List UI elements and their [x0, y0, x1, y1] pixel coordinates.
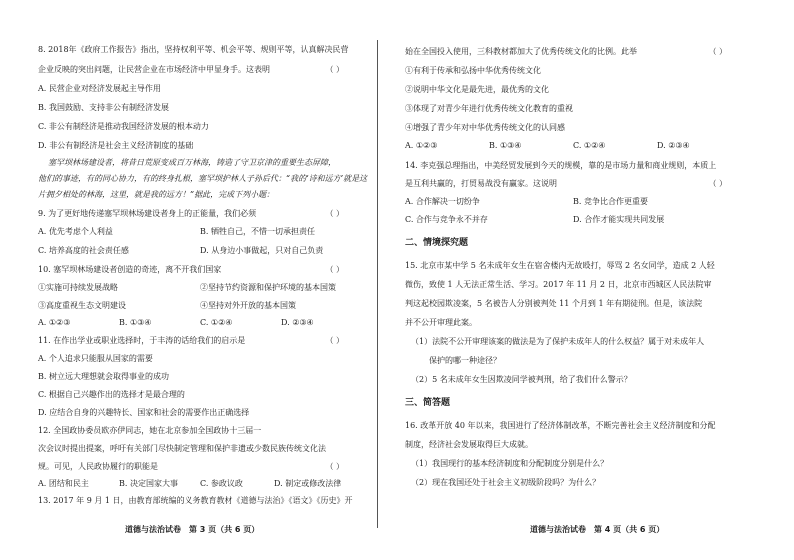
q14-option-c: C. 合作与竞争永不并存: [405, 215, 488, 224]
q13-option-d: D. ②③④: [657, 141, 690, 150]
q14-option-d: D. 合作才能实现共同发展: [573, 215, 665, 224]
passage-line1: 塞罕坝林场建设者，将昔日荒原变成百万林海，铸造了守卫京津的重要生态屏障，: [48, 158, 336, 167]
q15-stem-line4: 并不公开审理此案。: [405, 318, 477, 327]
q8-option-a: A. 民营企业对经济发展起主导作用: [38, 84, 161, 93]
q9-option-a: A. 优先考虑个人利益: [38, 227, 113, 236]
q9-answer-blank: （ ）: [325, 209, 344, 218]
q8-answer-blank: （ ）: [325, 65, 344, 74]
q11-option-d: D. 应结合自身的兴趣特长、国家和社会的需要作出正确选择: [38, 408, 250, 417]
q9-option-b: B. 牺牲自己，不惜一切承担责任: [200, 227, 315, 236]
q8-option-b: B. 我国鼓励、支持非公有制经济发展: [38, 103, 169, 112]
q13-statement-1: ①有利于传承和弘扬中华优秀传统文化: [405, 66, 541, 75]
q14-answer-blank: （ ）: [708, 179, 727, 188]
q13-option-b: B. ①③④: [489, 141, 522, 150]
q11-option-b: B. 树立远大理想就会取得事业的成功: [38, 372, 169, 381]
q15-sub1-line1: （1）法院不公开审理该案的做法是为了保护未成年人的什么权益？属于对未成年人: [411, 337, 705, 346]
q10-statement-4: ④坚持对外开放的基本国策: [200, 301, 296, 310]
q10-option-d: D. ②③④: [281, 318, 314, 327]
q10-option-a: A. ①②③: [38, 318, 71, 327]
passage-line2: 他们的事迹，有的同心协力，有的终身扎根，塞罕坝护林人子孙后代：“我的‘诗和远方’就是这: [38, 174, 368, 183]
passage-line3: 片拥夕相处的林海，这里，就是我的远方！”据此，完成下列小题：: [38, 190, 275, 199]
q10-statement-3: ③高度重视生态文明建设: [38, 301, 126, 310]
q9-option-c: C. 培养高度的社会责任感: [38, 246, 129, 255]
q12-stem-text: 规。可见，人民政协履行的职能是: [38, 462, 158, 471]
q9-stem-text: 9. 为了更好地传递塞罕坝林场建设者身上的正能量，我们必须: [38, 209, 257, 218]
q8-stem-line1: 8. 2018年《政府工作报告》指出，坚持权利平等、机会平等、规则平等，认真解决民营: [38, 45, 349, 54]
q15-sub2: （2）5 名未成年女生因欺凌同学被判刑，给了我们什么警示？: [411, 375, 632, 384]
q11-stem-text: 11. 在作出学业或职业选择时，于丰涛的话给我们的启示是: [38, 336, 246, 345]
q12-stem-line1: 12. 全国政协委员欧亦伊同志，她在北京参加全国政协十三届一: [38, 426, 262, 435]
q8-option-d: D. 非公有制经济是社会主义经济制度的基础: [38, 141, 194, 150]
section-2-heading: 二、情境探究题: [405, 238, 469, 248]
q14-stem-text: 是互利共赢的，打贸易战没有赢家。这说明: [405, 179, 557, 188]
q16-sub1: （1）我国现行的基本经济制度和分配制度分别是什么？: [411, 459, 609, 468]
q13-option-c: C. ①②④: [573, 141, 606, 150]
q10-statement-2: ②坚持节约资源和保护环境的基本国策: [200, 283, 336, 292]
q11-stem: [38, 335, 358, 346]
q13-answer-blank: （ ）: [708, 47, 727, 56]
q15-stem-line1: 15. 北京市某中学 5 名未成年女生在宿舍楼内无故殴打，辱骂 2 名女同学，造成 2 人轻: [405, 261, 715, 270]
q11-option-a: A. 个人追求只能服从国家的需要: [38, 354, 153, 363]
q14-option-a: A. 合作解决一切纷争: [405, 197, 480, 206]
q13-stem-text: 始在全国投入使用，三科教材都加大了优秀传统文化的比例。此举: [405, 47, 637, 56]
q11-option-c: C. 根据自己兴趣作出的选择才是最合理的: [38, 390, 185, 399]
q12-answer-blank: （ ）: [325, 462, 344, 471]
footer-page-3: 道德与法治试卷 第 3 页（共 6 页）: [125, 525, 260, 534]
q12-option-d: D. 制定或修改法律: [274, 479, 342, 488]
q8-option-c: C. 非公有制经济是推动我国经济发展的根本动力: [38, 122, 209, 131]
q10-statement-1: ①实施可持续发展战略: [38, 283, 118, 292]
q15-stem-line2: 微伤，致使 1 人无法正常生活、学习。2017 年 11 月 2 日，北京市西城区人民法院审: [405, 280, 712, 289]
q16-stem-line2: 制度，经济社会发展取得巨大成就。: [405, 440, 533, 449]
q14-stem-line2: [405, 178, 741, 189]
q9-option-d: D. 从身边小事做起，只对自己负责: [200, 246, 324, 255]
q8-stem-line2: [38, 64, 358, 75]
q15-sub1-line2: 保护的哪一种途径？: [429, 356, 501, 365]
q13-statement-3: ③体现了对青少年进行优秀传统文化教育的重视: [405, 104, 573, 113]
q13-stem-line1: 13. 2017 年 9 月 1 日，由教育部统编的义务教育教材《道德与法治》《语文》《历史》开: [38, 496, 353, 505]
q12-option-b: B. 决定国家大事: [119, 479, 178, 488]
q12-stem-line3: [38, 461, 358, 472]
section-3-heading: 三、简答题: [405, 398, 451, 408]
q10-answer-blank: （ ）: [325, 265, 344, 274]
q12-option-a: A. 团结和民主: [38, 479, 89, 488]
q13-stem-line2: [405, 46, 741, 57]
q16-sub2: （2）现在我国还处于社会主义初级阶段吗？为什么？: [411, 478, 601, 487]
q13-statement-4: ④增强了青少年对中华优秀传统文化的认同感: [405, 123, 565, 132]
q10-stem-text: 10. 塞罕坝林场建设者创造的奇迹，离不开我们国家: [38, 265, 222, 274]
q10-stem: [38, 264, 358, 275]
q13-statement-2: ②说明中华文化是最先进，最优秀的文化: [405, 85, 549, 94]
q13-option-a: A. ①②③: [405, 141, 438, 150]
q15-stem-line3: 判这起校园欺凌案，5 名被告人分别被判处 11 个月到 1 年有期徒刑。但是，该法院: [405, 299, 703, 308]
q12-option-c: C. 参政议政: [200, 479, 243, 488]
q8-stem-text: 企业反映的突出问题，让民营企业在市场经济中甲显身手。这表明: [38, 65, 270, 74]
q16-stem-line1: 16. 改革开放 40 年以来，我国进行了经济体制改革，不断完善社会主义经济制度和分配: [405, 421, 716, 430]
q12-stem-line2: 次会议时提出提案，呼吁有关部门尽快制定管理和保护非遗或少数民族传统文化法: [38, 444, 326, 453]
page-divider: [377, 40, 378, 528]
q14-stem-line1: 14. 李克强总理指出，中美经贸发展到今天的规模，靠的是市场力量和商业规则，本质上: [405, 161, 717, 170]
footer-page-4: 道德与法治试卷 第 4 页（共 6 页）: [530, 525, 665, 534]
q10-option-c: C. ①②④: [200, 318, 233, 327]
q9-stem: [38, 208, 358, 219]
q10-option-b: B. ①③④: [119, 318, 152, 327]
q14-option-b: B. 竞争比合作更重要: [573, 197, 648, 206]
q11-answer-blank: （ ）: [325, 336, 344, 345]
